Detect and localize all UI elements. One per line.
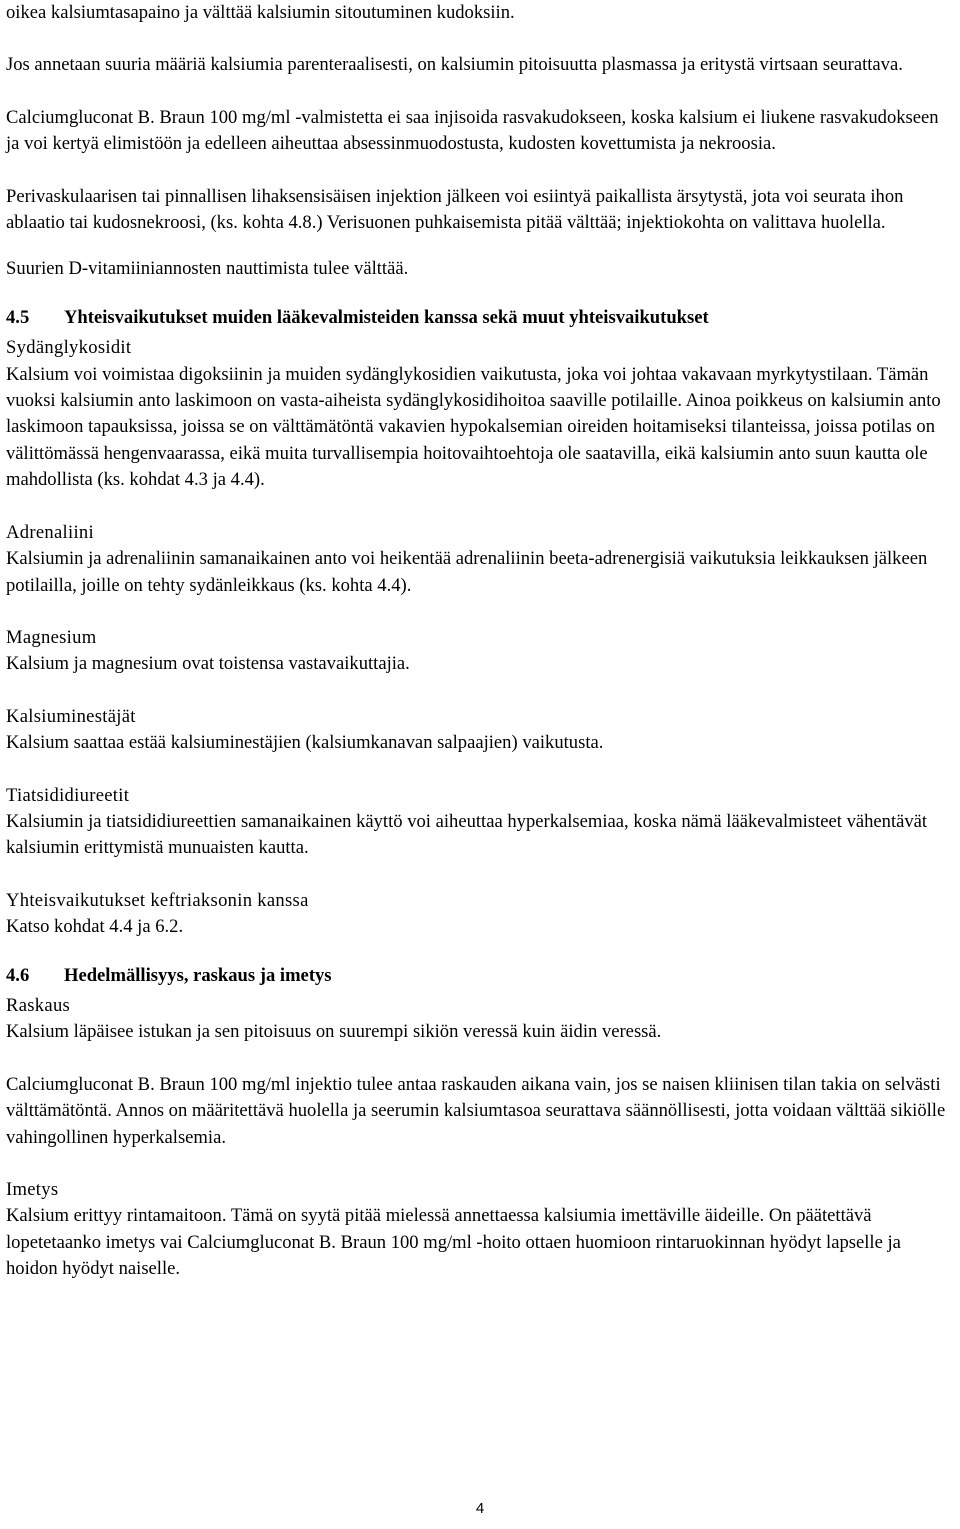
paragraph-calcium-balance: oikea kalsiumtasapaino ja välttää kalsiumin sitoutuminen kudoksiin. bbox=[6, 2, 515, 23]
section-number: 4.5 bbox=[6, 306, 30, 328]
page-number: 4 bbox=[475, 1500, 485, 1517]
subheading-calcium-channel-blockers: Kalsiuminestäjät bbox=[6, 705, 136, 727]
paragraph-ceftriaxone: Katso kohdat 4.4 ja 6.2. bbox=[6, 916, 184, 938]
section-heading-4-6 bbox=[6, 963, 954, 989]
paragraph-cardiac-glycosides: Kalsium voi voimistaa digoksiinin ja muiden sydänglykosidien vaikutusta, joka voi johtaa vakavaan myrkytystilaan. Tämän vuoksi kalsiumin anto laskimoon on vasta-aiheista sydänglykosidihoitoa saaville potilaille. Ainoa poikkeus on kalsiumin anto laskimoon tapauksissa, joissa se on välttämätöntä vakavien hypokalsemian oireiden hoitamiseksi tilanteissa, joissa potilas on välittömässä hengenvaarassa, eikä muita turvallisempia hoitovaihtoehtoja ole saatavilla, eikä kalsiumin anto suun kautta ole mahdollista (ks. kohdat 4.3 ja 4.4). bbox=[6, 363, 941, 491]
paragraph-vitamin-d: Suurien D-vitamiiniannosten nauttimista tulee välttää. bbox=[6, 258, 409, 280]
paragraph-thiazide-diuretics: Kalsiumin ja tiatsididiureettien samanaikainen käyttö voi aiheuttaa hyperkalsemiaa, koska nämä lääkevalmisteet vähentävät kalsiumin erittymistä munuaisten kautta. bbox=[6, 810, 928, 859]
paragraph-lactation: Kalsium erittyy rintamaitoon. Tämä on syytä pitää mielessä annettaessa kalsiumia imettäville äideille. On päätettävä lopetetaanko imetys vai Calciumgluconat B. Braun 100 mg/ml -hoito ottaen huomioon rintaruokinnan hyödyt lapselle ja hoidon hyödyt naiselle. bbox=[6, 1205, 901, 1280]
section-title: Yhteisvaikutukset muiden lääkevalmisteiden kanssa sekä muut yhteisvaikutukset bbox=[64, 306, 709, 328]
document-page bbox=[6, 0, 954, 1283]
section-title: Hedelmällisyys, raskaus ja imetys bbox=[64, 964, 332, 986]
paragraph-adrenaline: Kalsiumin ja adrenaliinin samanaikainen anto voi heikentää adrenaliinin beeta-adrenergisiä vaikutuksia leikkauksen jälkeen potilailla, joille on tehty sydänleikkaus (ks. kohta 4.4). bbox=[6, 548, 928, 596]
subheading-pregnancy: Raskaus bbox=[6, 994, 71, 1016]
section-heading-4-5 bbox=[6, 305, 954, 331]
subheading-magnesium: Magnesium bbox=[6, 626, 97, 648]
subheading-ceftriaxone: Yhteisvaikutukset keftriaksonin kanssa bbox=[6, 889, 309, 911]
paragraph-fat-tissue-warning: Calciumgluconat B. Braun 100 mg/ml -valmistetta ei saa injisoida rasvakudokseen, koska kalsium ei liukene rasvakudokseen ja voi kertyä elimistöön ja edelleen aiheuttaa absessinmuodostusta, kudosten kovettumista ja nekroosia. bbox=[6, 106, 939, 155]
subheading-lactation: Imetys bbox=[6, 1179, 59, 1200]
paragraph-calcium-channel-blockers: Kalsium saattaa estää kalsiuminestäjien (kalsiumkanavan salpaajien) vaikutusta. bbox=[6, 732, 604, 754]
paragraph-perivascular-injection: Perivaskulaarisen tai pinnallisen lihaksensisäisen injektion jälkeen voi esiintyä paikallista ärsytystä, jota voi seurata ihon ablaatio tai kudosnekroosi, (ks. kohta 4.8.) Verisuonen puhkaisemista pitää välttää; injektiokohta on valittava huolella. bbox=[6, 185, 904, 234]
section-number: 4.6 bbox=[6, 964, 30, 986]
paragraph-magnesium: Kalsium ja magnesium ovat toistensa vastavaikuttajia. bbox=[6, 653, 410, 675]
paragraph-pregnancy-placenta: Kalsium läpäisee istukan ja sen pitoisuus on suurempi sikiön veressä kuin äidin veressä. bbox=[6, 1021, 662, 1043]
paragraph-parenteral-monitoring: Jos annetaan suuria määriä kalsiumia parenteraalisesti, on kalsiumin pitoisuutta plasmassa ja eritystä virtsaan seurattava. bbox=[6, 54, 903, 76]
subheading-thiazide-diuretics: Tiatsididiureetit bbox=[6, 784, 130, 806]
subheading-adrenaline: Adrenaliini bbox=[6, 521, 94, 543]
subheading-cardiac-glycosides: Sydänglykosidit bbox=[6, 337, 132, 359]
paragraph-pregnancy-use: Calciumgluconat B. Braun 100 mg/ml injektio tulee antaa raskauden aikana vain, jos se naisen kliinisen tilan takia on selvästi välttämätöntä. Annos on määritettävä huolella ja seerumin kalsiumtasoa seurattava säännöllisesti, jotta voidaan välttää sikiölle vahingollinen hyperkalsemia. bbox=[6, 1073, 946, 1148]
